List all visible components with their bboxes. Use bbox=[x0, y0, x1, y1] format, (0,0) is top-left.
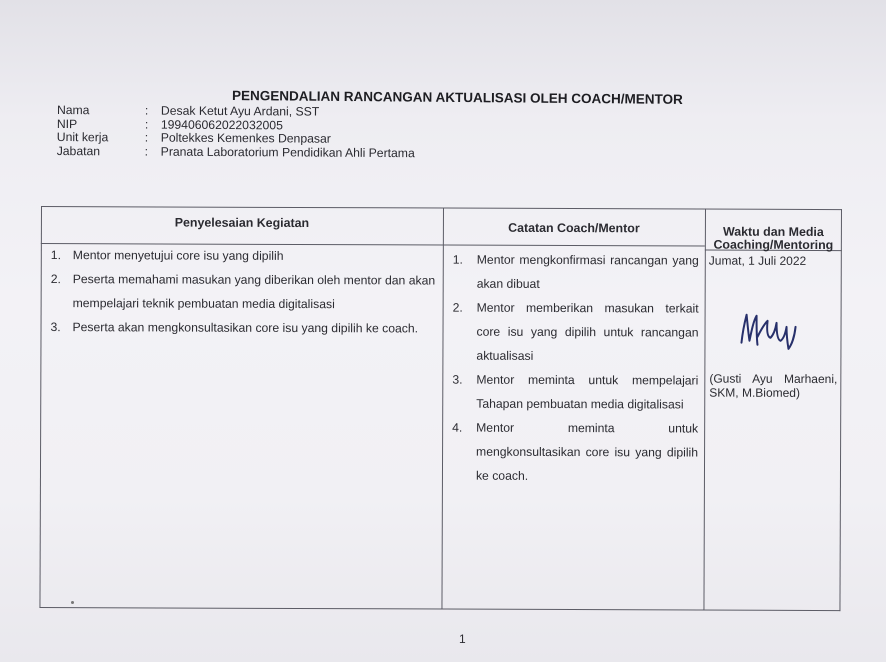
table-border-right bbox=[839, 209, 842, 611]
list-item bbox=[51, 243, 441, 268]
signature-image bbox=[737, 307, 801, 357]
identity-label: Unit kerja bbox=[56, 129, 109, 145]
list-item bbox=[452, 296, 702, 369]
list-item bbox=[51, 267, 441, 316]
table-border-left bbox=[39, 206, 42, 608]
list-item bbox=[453, 248, 703, 297]
list-number: 3. bbox=[50, 320, 61, 335]
table-border-top bbox=[41, 206, 842, 210]
signer-name: (Gusti Ayu Marhaeni, SKM, M.Biomed) bbox=[709, 371, 838, 400]
table-border-bottom bbox=[39, 607, 840, 611]
identity-separator: : bbox=[144, 144, 149, 159]
document-title: PENGENDALIAN RANCANGAN AKTUALISASI OLEH COACH/MENTOR bbox=[231, 88, 683, 107]
table-column-divider-2 bbox=[703, 209, 706, 611]
list-text: Peserta akan mengkonsultasikan core isu yang dipilih ke coach. bbox=[72, 320, 419, 336]
identity-separator: : bbox=[144, 130, 149, 145]
identity-value: 199406062022032005 bbox=[160, 117, 283, 132]
header-catatan: Catatan Coach/Mentor bbox=[508, 220, 640, 236]
identity-label: NIP bbox=[56, 116, 78, 131]
list-text: Mentor meminta untuk mempelajari Tahapan pembuatan media digitalisasi bbox=[476, 372, 699, 412]
list-number: 2. bbox=[452, 300, 463, 315]
identity-value: Pranata Laboratorium Pendidikan Ahli Pertama bbox=[160, 144, 415, 160]
table-column-divider-1 bbox=[441, 208, 444, 610]
header-waktu-line2: Coaching/Mentoring bbox=[713, 237, 834, 253]
header-waktu-line1: Waktu dan Media bbox=[723, 224, 824, 240]
identity-separator: : bbox=[144, 103, 149, 118]
list-text: Peserta memahami masukan yang diberikan oleh mentor dan akan mempelajari teknik pembuatan media digitalisasi bbox=[72, 272, 436, 312]
identity-value: Poltekkes Kemenkes Denpasar bbox=[160, 130, 331, 146]
identity-block bbox=[57, 104, 415, 160]
identity-label: Jabatan bbox=[56, 143, 101, 158]
identity-label: Nama bbox=[56, 103, 90, 118]
list-text: Mentor menyetujui core isu yang dipilih bbox=[72, 248, 284, 263]
list-number: 2. bbox=[50, 272, 61, 287]
mentoring-table bbox=[39, 206, 842, 612]
list-number: 4. bbox=[452, 420, 463, 435]
penyelesaian-list bbox=[50, 243, 440, 340]
waktu-date: Jumat, 1 Juli 2022 bbox=[708, 253, 807, 268]
list-text: Mentor mengkonfirmasi rancangan yang akan dibuat bbox=[476, 252, 699, 291]
identity-row-jabatan bbox=[57, 144, 415, 160]
speck bbox=[71, 601, 74, 604]
identity-separator: : bbox=[144, 117, 149, 132]
page-number: 1 bbox=[459, 632, 466, 646]
list-number: 3. bbox=[452, 372, 463, 387]
list-number: 1. bbox=[452, 252, 463, 267]
header-penyelesaian: Penyelesaian Kegiatan bbox=[174, 215, 310, 231]
list-item bbox=[452, 368, 702, 417]
list-text: Mentor meminta untuk mengkonsultasikan core isu yang dipilih ke coach. bbox=[475, 420, 699, 483]
list-item bbox=[452, 416, 702, 489]
identity-value: Desak Ketut Ayu Ardani, SST bbox=[160, 103, 320, 119]
list-item bbox=[50, 315, 440, 340]
catatan-list bbox=[452, 248, 703, 489]
list-text: Mentor memberikan masukan terkait core isu yang dipilih untuk rancangan aktualisasi bbox=[476, 300, 699, 363]
list-number: 1. bbox=[50, 248, 62, 263]
